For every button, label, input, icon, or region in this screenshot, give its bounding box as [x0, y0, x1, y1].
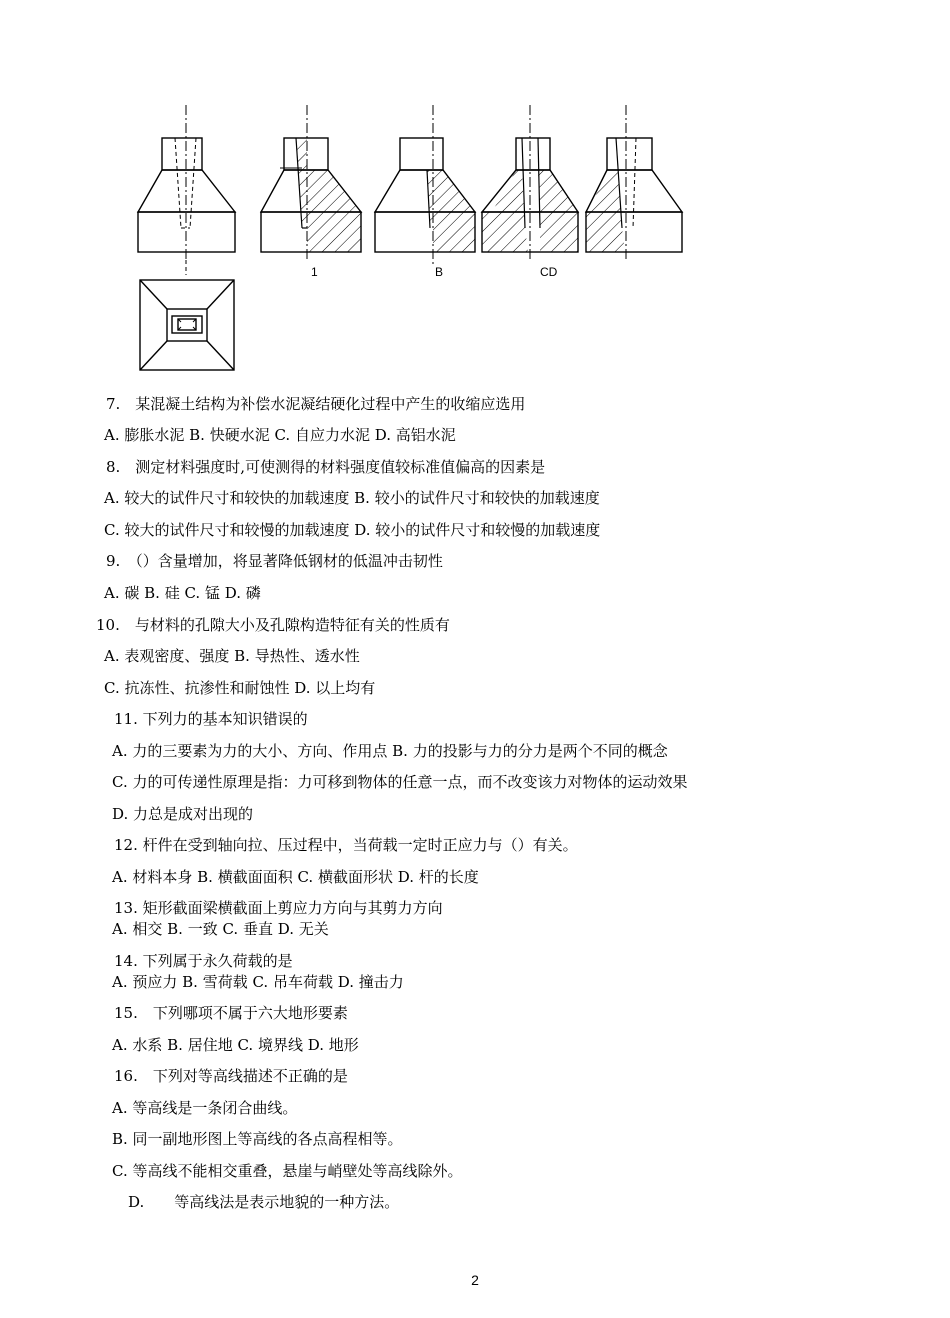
option-label-1: 1 — [311, 265, 318, 279]
question-7-options: A. 膨胀水泥 B. 快硬水泥 C. 自应力水泥 D. 高铝水泥 — [104, 426, 456, 444]
question-10: 10. 与材料的孔隙大小及孔隙构造特征有关的性质有 — [96, 616, 450, 634]
question-14: 14. 下列属于永久荷载的是 — [114, 952, 293, 970]
projection-figure — [130, 100, 690, 375]
question-11-options-ab: A. 力的三要素为力的大小、方向、作用点 B. 力的投影与力的分力是两个不同的概念 — [112, 742, 668, 760]
question-16: 16. 下列对等高线描述不正确的是 — [114, 1067, 348, 1085]
question-16-option-c: C. 等高线不能相交重叠，悬崖与峭壁处等高线除外。 — [112, 1162, 463, 1180]
question-15-options: A. 水系 B. 居住地 C. 境界线 D. 地形 — [112, 1036, 359, 1054]
option-labels — [311, 265, 558, 279]
top-view — [140, 280, 234, 370]
question-11-option-c: C. 力的可传递性原理是指：力可移到物体的任意一点，而不改变该力对物体的运动效果 — [112, 773, 688, 791]
page-number: 2 — [471, 1272, 479, 1288]
question-11-option-d: D. 力总是成对出现的 — [112, 805, 254, 823]
question-9-options: A. 碳 B. 硅 C. 锰 D. 磷 — [104, 584, 261, 602]
question-16-option-a: A. 等高线是一条闭合曲线。 — [112, 1099, 298, 1117]
question-8: 8. 测定材料强度时,可使测得的材料强度值较标准值偏高的因素是 — [106, 458, 546, 476]
question-8-options-cd: C. 较大的试件尺寸和较慢的加载速度 D. 较小的试件尺寸和较慢的加载速度 — [104, 521, 601, 539]
front-view — [138, 105, 235, 275]
question-10-options-cd: C. 抗冻性、抗渗性和耐蚀性 D. 以上均有 — [104, 679, 376, 697]
question-8-options-ab: A. 较大的试件尺寸和较快的加载速度 B. 较小的试件尺寸和较快的加载速度 — [104, 489, 600, 507]
section-option-d — [586, 105, 682, 260]
option-label-b: B — [435, 265, 444, 279]
question-12-options: A. 材料本身 B. 横截面面积 C. 横截面形状 D. 杆的长度 — [112, 868, 479, 886]
question-12: 12. 杆件在受到轴向拉、压过程中，当荷载一定时正应力与（）有关。 — [114, 836, 578, 854]
question-9: 9. （）含量增加，将显著降低钢材的低温冲击韧性 — [106, 552, 443, 570]
question-15: 15. 下列哪项不属于六大地形要素 — [114, 1004, 348, 1022]
question-11: 11. 下列力的基本知识错误的 — [114, 710, 308, 728]
section-option-c — [482, 105, 578, 260]
option-label-cd: CD — [540, 265, 558, 279]
question-7: 7. 某混凝土结构为补偿水泥凝结硬化过程中产生的收缩应选用 — [106, 395, 526, 413]
question-16-option-b: B. 同一副地形图上等高线的各点高程相等。 — [112, 1130, 403, 1148]
question-10-options-ab: A. 表观密度、强度 B. 导热性、透水性 — [104, 647, 360, 665]
question-16-option-d: D. 等高线法是表示地貌的一种方法。 — [128, 1193, 400, 1211]
section-option-1 — [261, 105, 361, 260]
question-13-options: A. 相交 B. 一致 C. 垂直 D. 无关 — [112, 920, 329, 938]
question-13: 13. 矩形截面梁横截面上剪应力方向与其剪力方向 — [114, 899, 443, 917]
question-14-options: A. 预应力 B. 雪荷载 C. 吊车荷载 D. 撞击力 — [112, 973, 404, 991]
section-option-b — [375, 105, 475, 265]
